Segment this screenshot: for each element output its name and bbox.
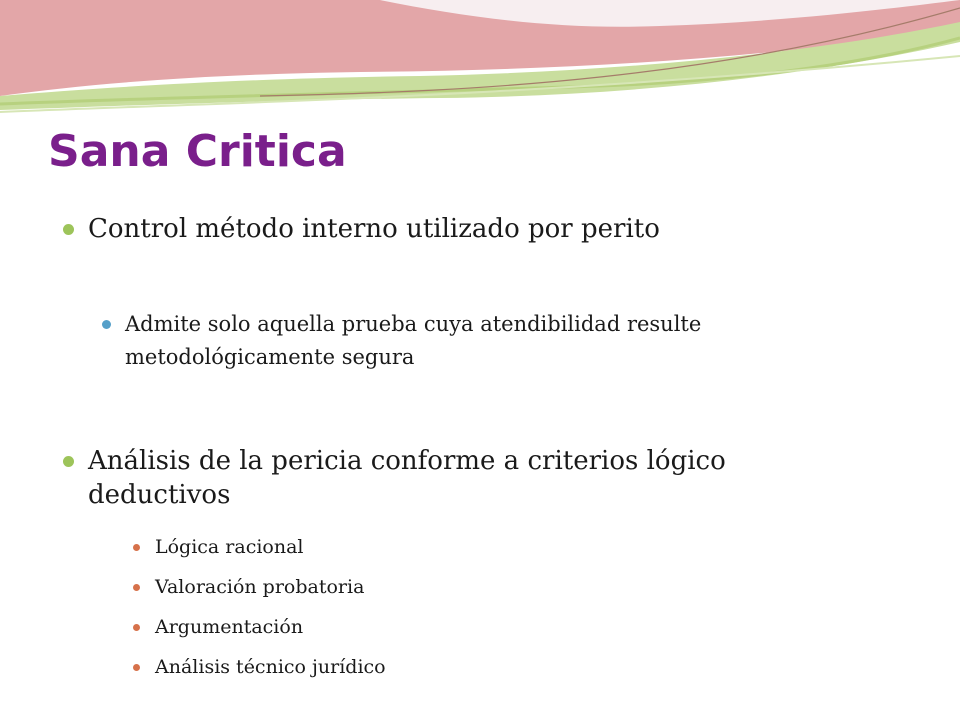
bullet-text: Argumentación — [155, 616, 304, 638]
bullet-green-icon — [63, 224, 74, 235]
list-item — [155, 614, 303, 640]
list-item — [155, 534, 304, 560]
bullet-orange-icon — [133, 584, 140, 591]
bullet-orange-icon — [133, 544, 140, 551]
bullet-text: Admite solo aquella prueba cuya atendibilidad resulte metodológicamente segura — [125, 312, 702, 369]
bullet-orange-icon — [133, 664, 140, 671]
list-item — [88, 212, 660, 246]
list-item — [155, 574, 364, 600]
slide-title: Sana Critica — [48, 126, 347, 177]
list-item — [88, 444, 848, 512]
bullet-text: Análisis de la pericia conforme a criterios lógico deductivos — [88, 446, 726, 510]
bullet-orange-icon — [133, 624, 140, 631]
bullet-text: Valoración probatoria — [155, 576, 365, 598]
list-item — [125, 308, 885, 374]
bullet-text: Lógica racional — [155, 536, 304, 558]
list-item — [155, 654, 386, 680]
bullet-blue-icon — [102, 320, 111, 329]
bullet-text: Análisis técnico jurídico — [155, 656, 386, 678]
bullet-text: Control método interno utilizado por perito — [88, 214, 660, 244]
bullet-green-icon — [63, 456, 74, 467]
